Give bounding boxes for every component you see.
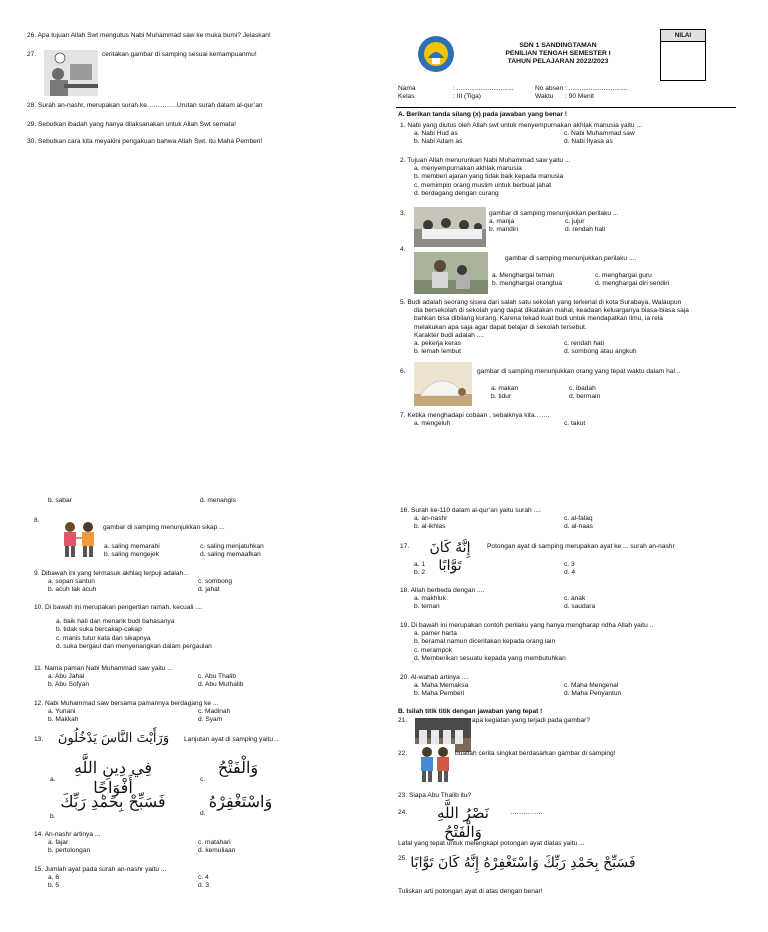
q14-option-b: b. pertolongan <box>48 847 91 855</box>
q19-option-a: a. pamer harta <box>414 630 457 638</box>
question-27-number: 27. <box>27 51 37 58</box>
q17-option-a: a. 1 <box>414 561 425 568</box>
question-3 <box>489 210 689 235</box>
question-7-text: 7. Ketika menghadapi cobaan , sebaiknya kita……. <box>400 412 550 419</box>
question-20-text: 20. Al-wahab artinya .... <box>400 674 469 681</box>
q3-option-d: d. rendah hati <box>565 226 606 234</box>
q20-option-d: d. Maha Penyantun <box>564 690 622 698</box>
question-1 <box>400 122 740 147</box>
question-24-number: 24. <box>398 809 408 816</box>
time-label: Waktu <box>535 93 554 101</box>
q15-option-a: a. 6 <box>48 874 59 882</box>
q10-option-c: c. manis tutur kata dan sikapnya <box>56 634 151 642</box>
question-5-line-3: bahkan bisa dibilang kurang. Karena tekad kuat budi untuk mendapatkan ilmu, ia rela <box>414 315 663 323</box>
q5-option-c: c. rendah hati <box>564 340 604 348</box>
question-17-number: 17. <box>400 543 410 550</box>
q6-option-d: d. bermain <box>569 393 601 401</box>
q7-option-d: d. menangis <box>200 497 236 504</box>
q10-option-a: a. baik hati dan menarik budi bahasanya <box>56 618 175 626</box>
question-4-options <box>492 272 722 288</box>
q17-option-c: c. 3 <box>564 561 575 568</box>
question-13-arabic: وَرَأَيْتَ النَّاسَ يَدْخُلُونَ <box>57 731 170 746</box>
q15-option-c: c. 4 <box>198 874 209 882</box>
question-18 <box>400 587 720 612</box>
question-21-text: apa kegiatan yang terjadi pada gambar? <box>472 717 591 724</box>
question-19-text: 19. Di bawah ini merupakan contoh perilaku yang hanya mengharap ridha Allah yaitu .. <box>400 622 654 629</box>
q12-option-b: b. Makkah <box>48 716 79 724</box>
question-11-text: 11. Nama paman Nabi Muhammad saw yaitu ... <box>34 665 173 672</box>
question-3-text: gambar di samping menunjukkan perilaku ... <box>489 210 619 217</box>
q17-option-b: b. 2 <box>414 569 425 577</box>
q13-option-d-label: d. <box>200 810 206 817</box>
q13-option-b-label: b. <box>50 813 56 820</box>
question-25-text: Tuliskan arti potongan ayat di atas dengan benar! <box>398 888 543 895</box>
question-25-arabic: فَسَبِّحْ بِحَمْدِ رَبِّكَ وَاسْتَغْفِرْهُ إِنَّهُ كَانَ تَوَّابًا <box>410 855 636 871</box>
q19-option-c: c. merampok <box>414 646 453 654</box>
question-18-text: 18. Allah berbeda dengan .... <box>400 587 485 594</box>
q8-option-c: c. saling menjatuhkan <box>200 543 264 550</box>
q13-option-c-label: c. <box>200 776 206 783</box>
question-23: 23. Siapa Abu Thalib itu? <box>398 792 472 799</box>
question-8-number: 8. <box>34 517 40 524</box>
q9-option-c: c. sombong <box>198 578 233 586</box>
question-8-text: gambar di samping menunjukkan sikap ... <box>103 524 225 531</box>
question-24-text: Lafal yang tepat untuk melengkapi potongan ayat diatas yaitu ... <box>398 840 585 847</box>
q18-option-b: b. teman <box>414 603 440 611</box>
q2-option-d: d. berdagang dengan curang <box>414 189 499 197</box>
q6-option-a: a. makan <box>491 385 519 392</box>
q8-option-d: d. saling memaafkan <box>200 551 261 559</box>
q13-option-d-arabic: وَاسْتَغْفِرْهُ <box>208 792 273 811</box>
absen-value: : ................................ <box>565 85 628 92</box>
q16-option-a: a. an-nashr <box>414 515 448 523</box>
children-sharing-image <box>415 744 455 784</box>
q4-option-c: c. menghargai guru <box>595 272 652 279</box>
question-5-line-2: dia bersekolah di sekolah yang dapat dikatakan mahal, keadaan keluarganya biasa-biasa saja <box>414 307 689 315</box>
q11-option-a: a. Abu Jahal <box>48 673 85 681</box>
q11-option-b: b. Abu Sofyan <box>48 681 90 689</box>
q10-option-d: d. suka bergaul dan menyenangkan dalam pergaulan <box>56 642 212 650</box>
question-24-blank: …………… <box>510 809 543 816</box>
q8-option-a: a. saling memarahi <box>104 543 160 550</box>
q13-option-b-arabic: فَسَبِّحْ بِحَمْدِ رَبِّكَ <box>60 792 166 811</box>
q11-option-c: c. Abu Thalib <box>198 673 237 681</box>
q1-option-c: c. Nabi Muhammad saw <box>564 130 635 138</box>
question-16 <box>400 507 720 532</box>
children-shaking-hands-image <box>58 520 100 558</box>
question-3-number: 3. <box>400 210 406 217</box>
question-12 <box>34 700 334 725</box>
question-4-number: 4. <box>400 246 406 253</box>
absen-label: No absen <box>535 85 564 92</box>
q17-option-d: d. 4 <box>564 569 575 577</box>
q6-option-b: b. tidur <box>491 393 512 401</box>
question-19 <box>400 622 740 663</box>
question-17-options <box>414 561 734 577</box>
question-22-text: buatlah cerita singkat berdasarkan gambar di samping! <box>455 750 616 757</box>
q13-option-a-arabic: فِي دِينِ اللَّهِ أَفْوَاجًا <box>73 758 153 797</box>
question-6-text: gambar di samping menunjukkan orang yang tepat waktu dalam hal .. <box>477 368 681 375</box>
q9-option-a: a. sopan santun <box>48 578 95 586</box>
q4-option-d: d. menghargai diri sendiri <box>595 280 670 288</box>
students-praying-image <box>414 207 486 247</box>
header-divider <box>396 107 736 108</box>
q18-option-c: c. anak <box>564 595 586 603</box>
question-4-text: gambar di samping menunjukkan perilaku .... <box>505 255 637 262</box>
question-5-line-1: 5. Budi adalah seorang siswa dari salah satu sekolah yang terkenal di kota Surabaya. Walaupun <box>400 299 682 306</box>
score-label: NILAI <box>661 30 705 42</box>
q20-option-a: a. Maha Memaksa <box>414 682 469 690</box>
question-12-text: 12. Nabi Muhammad saw bersama pamannya berdagang ke ... <box>34 700 219 707</box>
student-info <box>398 85 698 101</box>
child-respecting-parent-image <box>414 252 488 294</box>
q13-option-c-arabic: وَالْفَتْحُ <box>217 758 259 777</box>
q5-option-a: a. pekerja keras <box>414 340 461 348</box>
question-14-text: 14. An-nashr artinya ... <box>34 831 101 838</box>
q20-option-b: b. Maha Pemberi <box>414 690 465 698</box>
q16-option-b: b. al-ikhlas <box>414 523 446 531</box>
child-at-computer-image <box>44 50 98 96</box>
q5-option-b: b. lemah lembut <box>414 348 461 356</box>
question-8-options <box>104 543 304 559</box>
question-6-options <box>491 385 671 401</box>
q9-option-b: b. acuh tak acuh <box>48 586 97 594</box>
q14-option-a: a. fajar <box>48 839 69 847</box>
question-9 <box>34 570 334 595</box>
school-logo <box>412 34 460 74</box>
question-15-text: 15. Jumlah ayat pada surah an-nashr yaitu ... <box>34 866 167 873</box>
q12-option-d: d. Syam <box>198 716 223 724</box>
section-a-title: A. Berikan tanda silang (x) pada jawaban yang benar ! <box>398 111 567 118</box>
q2-option-b: b. memberi ajaran yang tidak baik kepada manusia <box>414 173 564 181</box>
q18-option-a: a. makhluk <box>414 595 446 603</box>
question-13-number: 13. <box>34 736 44 743</box>
q14-option-d: d. kemuliaan <box>198 847 236 855</box>
question-22-number: 22. <box>398 750 408 757</box>
question-5-line-5: Karakter budi adalah .... <box>414 331 485 339</box>
question-15 <box>34 866 334 891</box>
question-20 <box>400 674 720 699</box>
name-label: Nama <box>398 85 416 92</box>
time-value: : 90 Menit <box>565 93 594 101</box>
question-26: 26. Apa tujuan Allah Swt mengutus Nabi Muhammad saw ke muka bumi? Jelaskan! <box>27 32 271 39</box>
score-box <box>660 29 706 81</box>
school-name: SDN 1 SANDINGTAMAN <box>519 42 597 49</box>
q14-option-c: c. matahari <box>198 839 231 847</box>
q2-option-c: c. memimpin orang muslim untuk berbuat jahat <box>414 181 552 189</box>
q1-option-a: a. Nabi Hud as <box>414 130 458 138</box>
question-30: 30. Sebutkan cara kita meyakini pengakuan bahwa Allah Swt. itu Maha Pemberi! <box>27 138 263 145</box>
section-b-title: B. Isilah titik titik dengan jawaban yang tepat ! <box>398 708 543 715</box>
exam-header <box>478 42 638 66</box>
question-10-text: 10. Di bawah ini merupakan pengertian ramah, kecuali .... <box>34 604 203 611</box>
question-7-continued <box>48 497 308 505</box>
question-16-text: 16. Surah ke-110 dalam al-qur’an yaitu surah .... <box>400 507 541 514</box>
question-21-number: 21. <box>398 717 408 724</box>
q4-option-a: a. Menghargai teman <box>492 272 555 279</box>
q7-option-a: a. mengeluh <box>414 420 451 428</box>
question-29: 29. Sebutkan ibadah yang hanya dilaksanakan untuk Allah Swt semata! <box>27 121 236 128</box>
q19-option-d: d. Memberikan sesuatu kepada yang membutuhkan <box>414 654 566 662</box>
exam-name: PENILIAN TENGAH SEMESTER I <box>505 50 611 58</box>
q9-option-d: d. jahat <box>198 586 220 594</box>
q19-option-b: b. beramal namun diceritakan kepada orang lain <box>414 638 556 646</box>
question-17-arabic: إِنَّهُ كَانَ تَوَّابًا <box>429 540 471 574</box>
question-11 <box>34 665 334 690</box>
question-17-text: Potongan ayat di samping merupakan ayat ke ... surah an-nashr <box>487 543 675 550</box>
question-1-text: 1. Nabi yang diutus oleh Allah swt untuk menyempurnakan akhlak manusia yaitu ... <box>400 122 642 129</box>
q6-option-c: c. ibadah <box>569 385 596 392</box>
q3-option-c: c. jujur <box>565 218 585 226</box>
person-praying-image <box>414 362 472 406</box>
question-24-arabic: نَصْرُ اللَّهِ وَالْفَتْحُ <box>437 804 489 841</box>
q16-option-d: d. al-naas <box>564 523 593 531</box>
q7-option-b: b. sabar <box>48 497 72 504</box>
question-10 <box>34 604 334 651</box>
q8-option-b: b. saling mengejek <box>104 551 159 559</box>
q10-option-b: b. tidak suka bercakap-cakap <box>56 626 142 634</box>
question-7 <box>400 412 740 428</box>
q3-option-a: a. manja <box>489 218 515 226</box>
question-28: 28. Surah an-nashr, merupakan surah ke…………..Urutan surah dalam al-qur’an <box>27 102 263 109</box>
q13-option-a-label: a. <box>50 776 56 783</box>
question-5-line-4: melakukan apa saja agar dapat belajar di sekolah tersebut. <box>414 323 587 331</box>
q12-option-c: c. Madinah <box>198 708 231 716</box>
q2-option-a: a. menyempurnakan akhlak manusia <box>414 165 522 173</box>
question-14 <box>34 831 334 856</box>
question-2-text: 2. Tujuan Allah menurunkan Nabi Muhammad saw yaitu ... <box>400 157 571 164</box>
question-9-text: 9. Dibawah ini yang termasuk akhlaq terpuji adalah... <box>34 570 189 577</box>
class-label: Kelas <box>398 93 415 101</box>
q11-option-d: d. Abu Muthalib <box>198 681 244 689</box>
question-13-text: Lanjutan ayat di samping yaitu .. <box>184 736 279 743</box>
question-6-number: 6. <box>400 368 406 375</box>
q5-option-d: d. sombong atau angkuh <box>564 348 637 356</box>
question-27: ceritakan gambar di samping sesuai kemampuanmu! <box>102 51 257 58</box>
q16-option-c: c. al-falaq <box>564 515 593 523</box>
q3-option-b: b. mandiri <box>489 226 518 234</box>
name-value: : ............................... <box>453 85 514 92</box>
q18-option-d: d. saudara <box>564 603 596 611</box>
q12-option-a: a. Yunani <box>48 708 76 716</box>
q20-option-c: c. Maha Mengenal <box>564 682 619 690</box>
q7-option-c: c. takut <box>564 420 586 428</box>
q15-option-d: d. 3 <box>198 882 209 890</box>
class-value: : III (Tiga) <box>453 93 481 101</box>
q15-option-b: b. 5 <box>48 882 59 890</box>
question-25-number: 25. <box>398 855 408 862</box>
q1-option-b: b. Nabi Adam as <box>414 138 463 146</box>
q1-option-d: d. Nabi Ilyasa as <box>564 138 613 146</box>
question-2 <box>400 157 740 198</box>
q4-option-b: b. menghargai orangtua <box>492 280 563 288</box>
exam-year: TAHUN PELAJARAN 2022/2023 <box>507 58 609 66</box>
question-5 <box>400 299 737 357</box>
